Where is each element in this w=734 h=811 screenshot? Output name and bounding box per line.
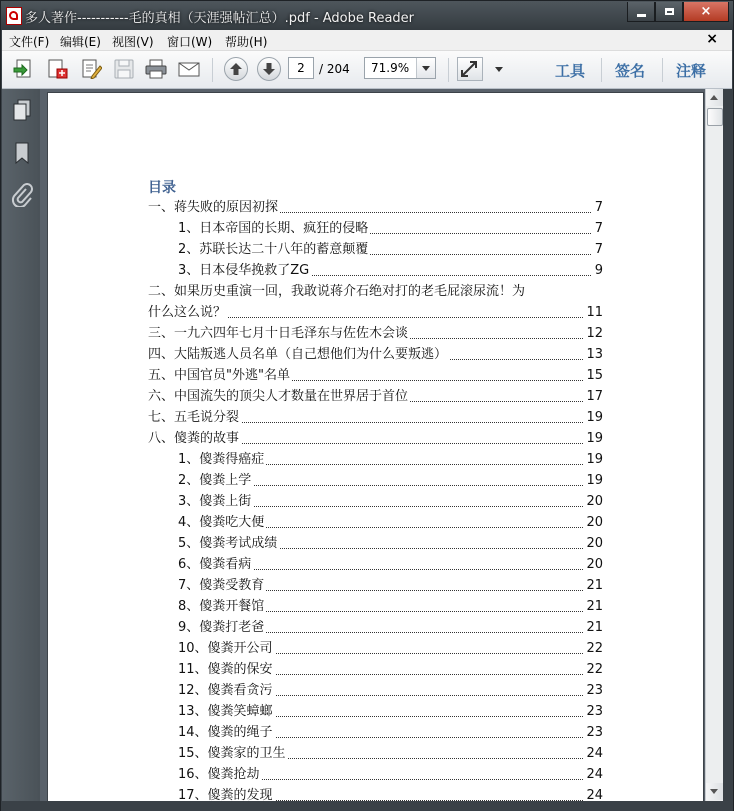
toc-entry-page: 7 — [593, 198, 603, 218]
toc-entry[interactable] — [148, 324, 603, 344]
toc-entry-text: 2、傻粪上学 — [178, 473, 252, 488]
toc-entry-page: 13 — [584, 345, 603, 365]
toc-entry[interactable] — [178, 744, 603, 764]
toc-entry-text: 三、一九六四年七月十日毛泽东与佐佐木会谈 — [148, 326, 409, 341]
toc-entry-text: 14、傻粪的绳子 — [178, 725, 273, 740]
toc-entry[interactable] — [178, 534, 603, 554]
scroll-thumb[interactable] — [707, 108, 723, 126]
toolbar-separator — [662, 58, 663, 82]
toc-entry-text: 3、傻粪上街 — [178, 494, 252, 509]
menu-edit[interactable]: 编辑(E) — [60, 35, 101, 49]
toc-entry-text: 什么这么说？ — [148, 305, 227, 320]
toc-entry-text: 15、傻粪家的卫生 — [178, 746, 286, 761]
toc-entry-page: 23 — [584, 681, 603, 701]
toc-entry[interactable] — [178, 660, 603, 680]
toc-entry[interactable] — [148, 282, 603, 302]
toc-entry[interactable] — [178, 471, 603, 491]
toc-entry-page: 15 — [584, 366, 603, 386]
toc-entry-page: 19 — [584, 408, 603, 428]
email-icon[interactable] — [178, 59, 200, 79]
toc-entry-page: 12 — [584, 324, 603, 344]
minimize-button[interactable] — [627, 2, 655, 22]
chevron-down-icon[interactable] — [416, 58, 435, 78]
toc-entry[interactable] — [178, 261, 603, 281]
toc-entry-text: 16、傻粪抢劫 — [178, 767, 260, 782]
toc-entry-page: 22 — [584, 660, 603, 680]
menu-bar — [2, 30, 732, 51]
toc-entry[interactable] — [178, 555, 603, 575]
toc-entry[interactable] — [178, 597, 603, 617]
scroll-up-icon[interactable] — [706, 89, 723, 106]
toc-entry[interactable] — [148, 345, 603, 365]
fit-page-button[interactable] — [457, 57, 483, 81]
toc-entry-page: 21 — [584, 597, 603, 617]
toc-entry-text: 11、傻粪的保安 — [178, 662, 273, 677]
maximize-icon — [665, 8, 674, 15]
toc-entry-page: 23 — [584, 702, 603, 722]
toc-entry-text: 3、日本侵华挽救了ZG — [178, 263, 310, 278]
toc-title: 目录 — [148, 180, 176, 196]
toc-entry-page: 24 — [584, 744, 603, 764]
toolbar-menu-chevron-icon[interactable] — [495, 67, 503, 72]
minimize-icon — [637, 14, 646, 17]
sign-pane-button[interactable]: 签名 — [615, 62, 646, 80]
toc-entry-text: 一、蒋失败的原因初探 — [148, 200, 279, 215]
toc-entry[interactable] — [148, 366, 603, 386]
toc-entry[interactable] — [178, 639, 603, 659]
toc-entry-text: 二、如果历史重演一回，我敢说蒋介石绝对打的老毛屁滚尿流！为 — [148, 284, 526, 299]
page-thumbnails-icon[interactable] — [11, 99, 33, 123]
toolbar-separator — [212, 58, 213, 82]
toolbar-separator — [448, 58, 449, 82]
maximize-button[interactable] — [655, 2, 683, 22]
expand-arrows-icon — [458, 58, 482, 80]
vertical-scrollbar[interactable] — [705, 89, 724, 801]
toc-entry-page: 19 — [584, 450, 603, 470]
close-icon: × — [700, 4, 712, 19]
toc-entry-text: 1、日本帝国的长期、疯狂的侵略 — [178, 221, 369, 236]
toc-entry-page: 7 — [593, 219, 603, 239]
arrow-up-icon — [229, 62, 243, 76]
toc-entry[interactable] — [178, 492, 603, 512]
toc-entry-text: 1、傻粪得癌症 — [178, 452, 265, 467]
toc-entry-page: 19 — [584, 471, 603, 491]
toc-entry-text: 2、苏联长达二十八年的蓄意颠覆 — [178, 242, 369, 257]
toc-entry-text: 6、傻粪看病 — [178, 557, 252, 572]
toc-entry[interactable] — [148, 408, 603, 428]
toc-entry[interactable] — [178, 702, 603, 722]
toc-entry[interactable] — [178, 240, 603, 260]
pdf-page[interactable] — [48, 93, 703, 801]
toc-entry-text: 8、傻粪开餐馆 — [178, 599, 265, 614]
toc-entry[interactable] — [148, 429, 603, 449]
edit-document-icon[interactable] — [80, 59, 102, 79]
toc-entry[interactable] — [178, 681, 603, 701]
toc-entry-text: 七、五毛说分裂 — [148, 410, 240, 425]
page-number-input[interactable]: 2 — [288, 57, 314, 79]
menu-window[interactable]: 窗口(W) — [167, 35, 213, 49]
toc-entry-text: 12、傻粪看贪污 — [178, 683, 273, 698]
save-icon[interactable] — [113, 59, 135, 79]
toc-entry[interactable] — [178, 765, 603, 785]
toc-entry-text: 四、大陆叛逃人员名单（自己想他们为什么要叛逃） — [148, 347, 448, 362]
toc-entry-text: 17、傻粪的发现 — [178, 788, 273, 801]
page-total-label: / 204 — [319, 62, 350, 76]
toc-entry-text: 10、傻粪开公司 — [178, 641, 273, 656]
toc-entry[interactable] — [178, 513, 603, 533]
window-title: 多人著作-----------毛的真相（天涯强帖汇总）.pdf - Adobe Reader — [25, 11, 415, 26]
toc-entry-page: 20 — [584, 492, 603, 512]
toc-entry-page: 19 — [584, 429, 603, 449]
toc-entry-page: 21 — [584, 618, 603, 638]
title-bar[interactable] — [1, 1, 733, 30]
zoom-value: 71.9% — [371, 61, 410, 75]
toc-entry-page: 9 — [593, 261, 603, 281]
toc-entry-page: 11 — [584, 303, 603, 323]
toc-entry[interactable] — [148, 198, 603, 218]
arrow-down-icon — [262, 62, 276, 76]
toc-entry[interactable] — [178, 450, 603, 470]
toc-entry-page: 24 — [584, 765, 603, 785]
comment-pane-button[interactable]: 注释 — [676, 62, 707, 80]
toc-entry-text: 六、中国流失的顶尖人才数量在世界居于首位 — [148, 389, 409, 404]
tools-pane-button[interactable]: 工具 — [555, 62, 586, 80]
toc-entry-page: 21 — [584, 576, 603, 596]
toc-entry-text: 9、傻粪打老爸 — [178, 620, 265, 635]
previous-page-button[interactable] — [224, 57, 248, 81]
toc-entry[interactable] — [148, 387, 603, 407]
toc-entry-text: 7、傻粪受教育 — [178, 578, 265, 593]
toc-entry[interactable] — [178, 618, 603, 638]
menu-file[interactable]: 文件(F) — [9, 35, 50, 49]
toc-entry[interactable] — [148, 303, 603, 323]
toc-entry-page: 20 — [584, 534, 603, 554]
window-border — [1, 801, 733, 811]
navigation-pane — [2, 89, 40, 801]
close-document-icon[interactable]: × — [706, 31, 718, 47]
toc-entry-page: 23 — [584, 723, 603, 743]
toc-entry[interactable] — [178, 723, 603, 743]
toc-entry[interactable] — [178, 786, 603, 801]
pdf-app-icon[interactable] — [6, 7, 22, 25]
toc-entry[interactable] — [178, 219, 603, 239]
toc-entry-page: 20 — [584, 555, 603, 575]
attachments-paperclip-icon[interactable] — [11, 183, 33, 207]
window-border — [723, 89, 733, 801]
menu-view[interactable]: 视图(V) — [112, 35, 154, 49]
window-controls — [627, 2, 729, 22]
toc-entry[interactable] — [178, 576, 603, 596]
open-file-icon[interactable] — [13, 59, 35, 79]
toc-entry-text: 5、傻粪考试成绩 — [178, 536, 278, 551]
toolbar-separator — [601, 58, 602, 82]
toc-entry-text: 4、傻粪吃大便 — [178, 515, 265, 530]
toc-entry-page: 7 — [593, 240, 603, 260]
scroll-down-icon[interactable] — [706, 783, 723, 800]
next-page-button[interactable] — [257, 57, 281, 81]
toc-entry-page: 22 — [584, 639, 603, 659]
toc-entry-page: 20 — [584, 513, 603, 533]
print-icon[interactable] — [145, 59, 167, 79]
toc-entry-page: 24 — [584, 786, 603, 801]
toc-entry-text: 八、傻粪的故事 — [148, 431, 240, 446]
bookmarks-icon[interactable] — [11, 141, 33, 165]
toc-entry-text: 13、傻粪笑蟑螂 — [178, 704, 273, 719]
toc-entry-page: 17 — [584, 387, 603, 407]
menu-help[interactable]: 帮助(H) — [225, 35, 268, 49]
close-window-button[interactable] — [683, 2, 729, 22]
create-pdf-icon[interactable] — [46, 59, 68, 79]
toc-entry-text: 五、中国官员"外逃"名单 — [148, 368, 290, 383]
zoom-select[interactable] — [364, 57, 436, 79]
